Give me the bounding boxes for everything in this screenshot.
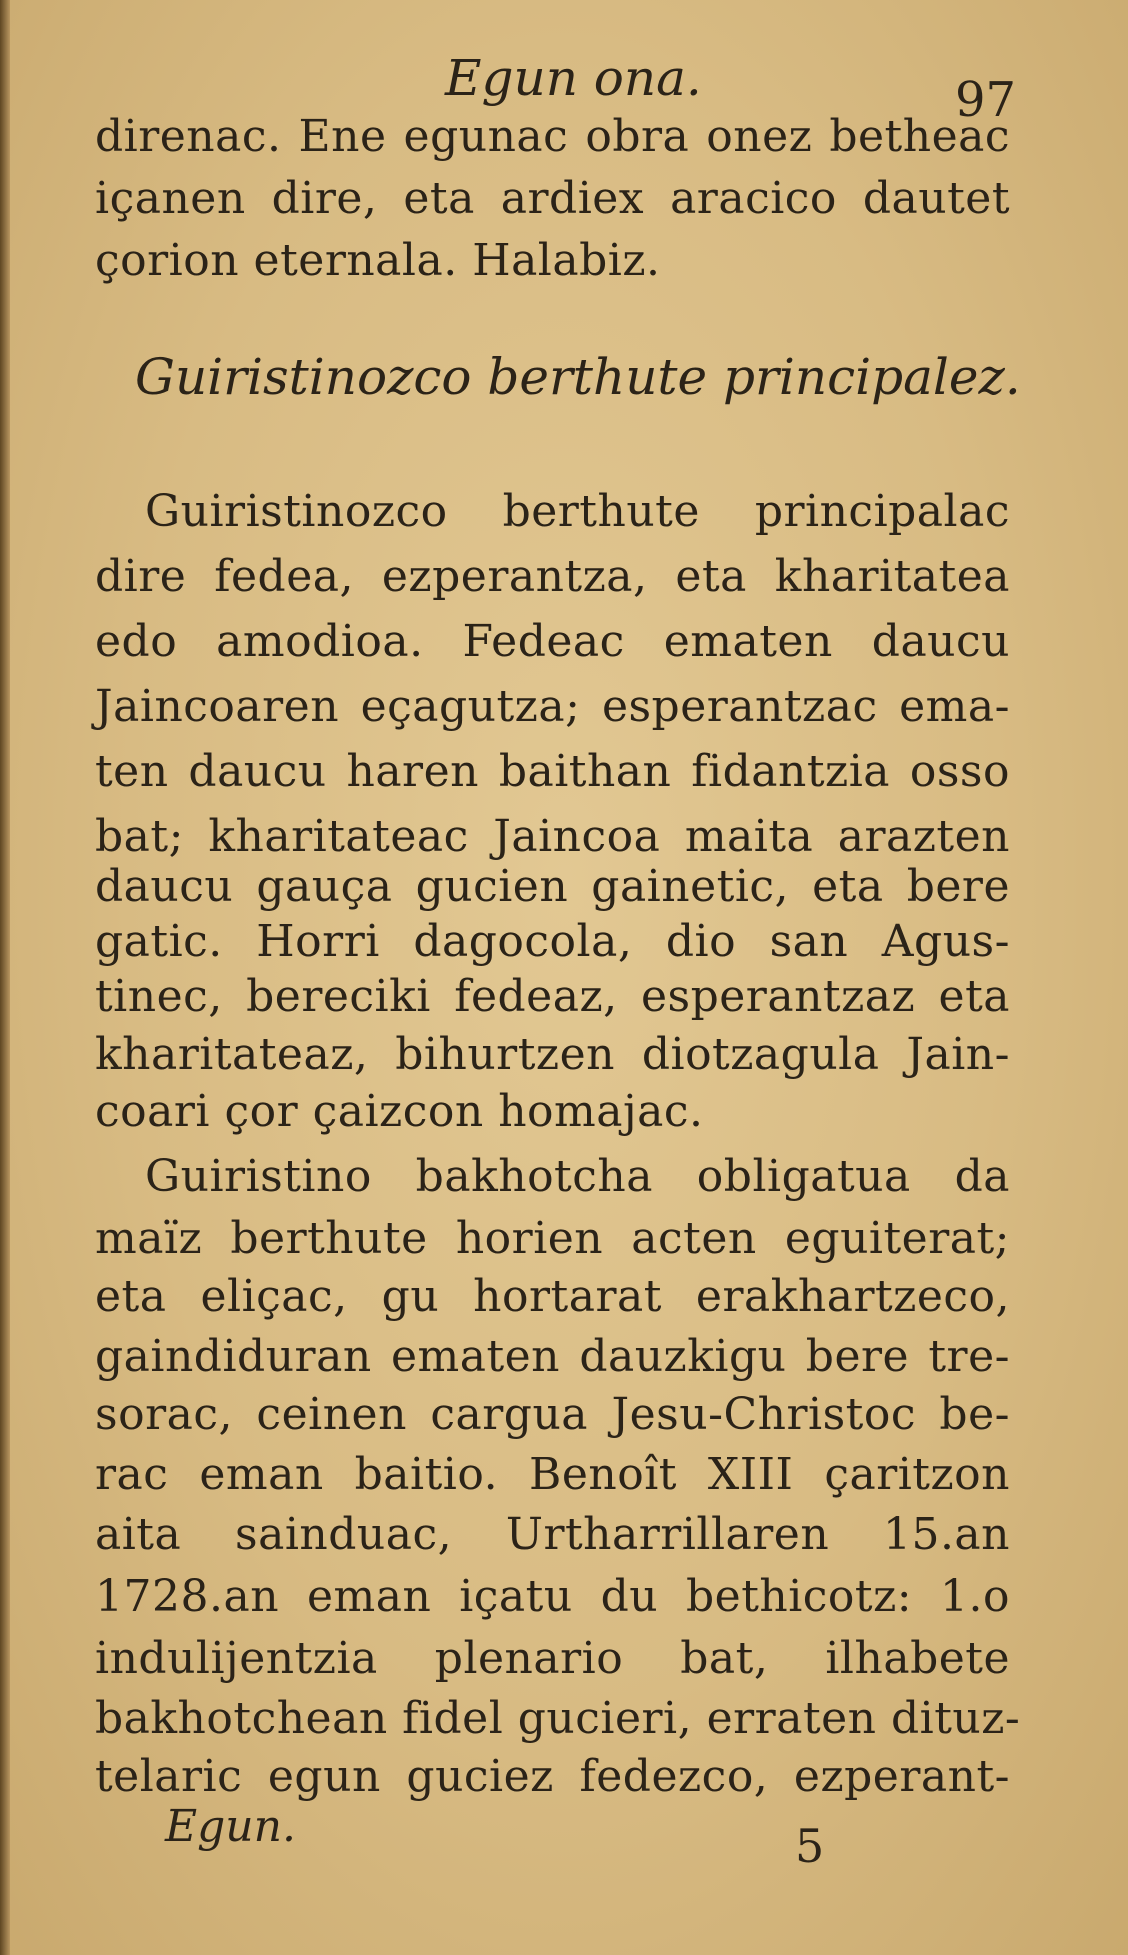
page-number: 97 (955, 72, 1017, 128)
text-line: Guiristino bakhotcha obligatua da (145, 1151, 1010, 1202)
signature-mark: 5 (795, 1819, 825, 1873)
text-line: sorac, ceinen cargua Jesu-Christoc be- (95, 1389, 1010, 1440)
text-line: bat; kharitateac Jaincoa maita arazten (95, 811, 1010, 862)
page-footer (95, 1800, 1035, 1880)
text-line: rac eman baitio. Benoît XIII çaritzon (95, 1449, 1010, 1500)
text-line: maïz berthute horien acten eguiterat; (95, 1213, 1010, 1264)
text-line: tinec, bereciki fedeaz, esperantzaz eta (95, 971, 1010, 1022)
page-header (95, 48, 1035, 128)
section-heading: Guiristinozco berthute principalez. (135, 348, 1021, 406)
page-edge-shadow (0, 0, 10, 1955)
text-line: kharitateaz, bihurtzen diotzagula Jain- (95, 1029, 1010, 1080)
text-line: bakhotchean fidel gucieri, erraten dituz- (95, 1693, 1021, 1744)
text-line: çorion eternala. Halabiz. (95, 235, 661, 286)
text-line: aita sainduac, Urtharrillaren 15.an (95, 1509, 1010, 1560)
catchword: Egun. (165, 1801, 296, 1852)
text-line: Jaincoaren eçagutza; esperantzac ema- (95, 681, 1010, 732)
text-line: daucu gauça gucien gainetic, eta bere (95, 861, 1010, 912)
text-line: içanen dire, eta ardiex aracico dautet (95, 173, 1010, 224)
text-line: 1728.an eman içatu du bethicotz: 1.o (95, 1571, 1010, 1622)
text-line: ten daucu haren baithan fidantzia osso (95, 746, 1010, 797)
text-line: edo amodioa. Fedeac ematen daucu (95, 616, 1010, 667)
text-line: eta eliçac, gu hortarat erakhartzeco, (95, 1271, 1010, 1322)
text-line: telaric egun guciez fedezco, ezperant- (95, 1751, 1010, 1802)
text-line: dire fedea, ezperantza, eta kharitatea (95, 551, 1010, 602)
running-title: Egun ona. (445, 49, 702, 107)
text-line: direnac. Ene egunac obra onez betheac (95, 111, 1010, 162)
text-line: gatic. Horri dagocola, dio san Agus- (95, 916, 1010, 967)
text-line: indulijentzia plenario bat, ilhabete (95, 1633, 1010, 1684)
text-line: coari çor çaizcon homajac. (95, 1086, 704, 1137)
text-line: gaindiduran ematen dauzkigu bere tre- (95, 1331, 1010, 1382)
text-line: Guiristinozco berthute principalac (145, 486, 1010, 537)
